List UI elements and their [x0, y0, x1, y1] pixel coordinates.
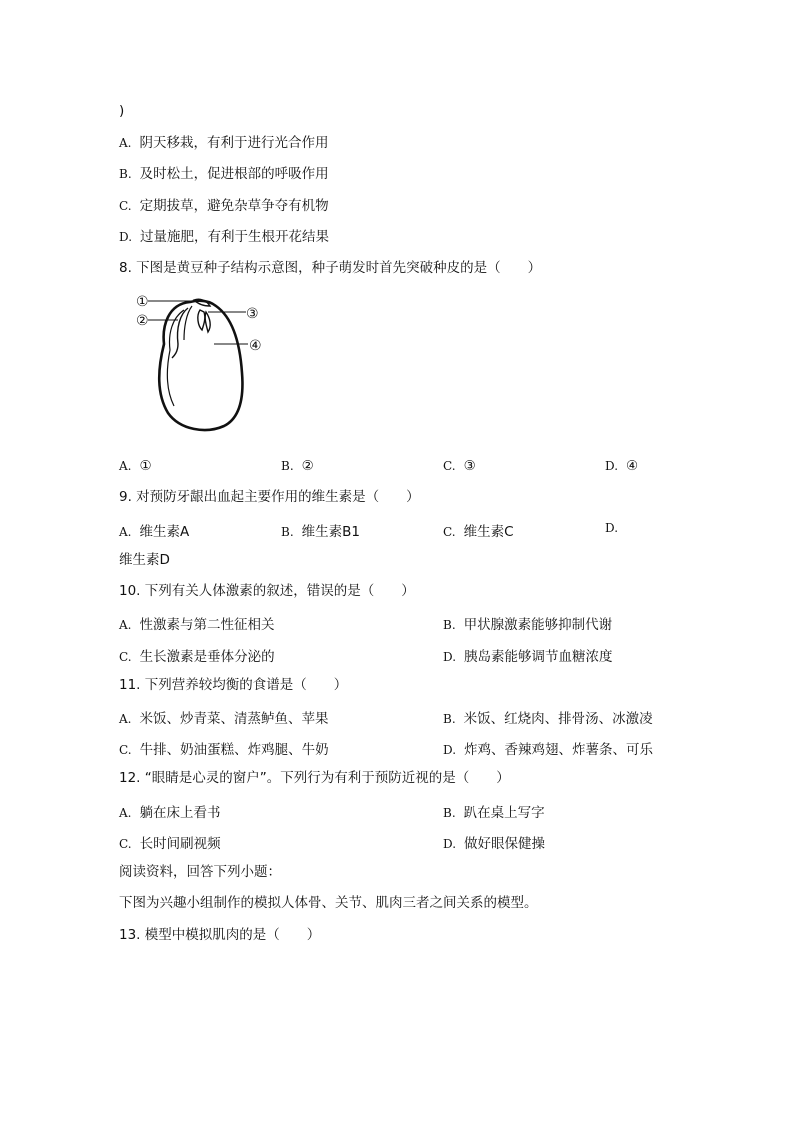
- q8-option-a: [119, 458, 152, 474]
- option-label: A.: [119, 806, 132, 820]
- q8-option-b: [281, 458, 314, 474]
- q8-option-c: [443, 458, 476, 474]
- option-text: 牛排、奶油蛋糕、炸鸡腿、牛奶: [139, 742, 329, 758]
- option-label: B.: [119, 167, 132, 181]
- q11-stem: 11. 下列营养较均衡的食谱是（ ）: [119, 677, 348, 693]
- option-label: A.: [119, 136, 132, 150]
- option-text: 趴在桌上写字: [463, 805, 545, 821]
- option-label: B.: [443, 712, 456, 726]
- option-text: 长时间刷视频: [139, 836, 221, 852]
- option-label: C.: [119, 199, 132, 213]
- q11-option-d: [443, 738, 653, 758]
- seed-coat-inner-line: [167, 310, 184, 406]
- q8-option-d: [605, 458, 638, 474]
- option-label: A.: [119, 525, 132, 539]
- option-label: A.: [119, 712, 132, 726]
- q12-option-a: [119, 801, 220, 821]
- option-text: 及时松土，促进根部的呼吸作用: [139, 166, 329, 182]
- option-text: ②: [301, 458, 314, 474]
- q12-option-b: [443, 801, 545, 821]
- reading-intro: 阅读资料，回答下列小题：: [119, 864, 281, 880]
- q10-option-d: [443, 645, 613, 665]
- q7-option-a: [119, 134, 328, 152]
- option-label: C.: [443, 459, 456, 473]
- option-label: B.: [281, 525, 294, 539]
- q11-option-b: [443, 707, 653, 727]
- option-label: C.: [119, 743, 132, 757]
- q9-option-d-label: [605, 520, 626, 536]
- option-text: 炸鸡、香辣鸡翅、炸薯条、可乐: [464, 742, 654, 758]
- q9-option-b: [281, 520, 360, 540]
- q9-option-c: [443, 520, 514, 540]
- option-text: ③: [463, 458, 476, 474]
- option-label: D.: [443, 650, 457, 664]
- figure-label-4: ④: [249, 338, 262, 354]
- option-label: C.: [443, 525, 456, 539]
- q9-option-a: [119, 520, 189, 540]
- option-text: 维生素B1: [301, 524, 360, 540]
- option-label: C.: [119, 650, 132, 664]
- option-label: A.: [119, 459, 132, 473]
- q12-option-c: [119, 832, 221, 852]
- q13-stem: 13. 模型中模拟肌肉的是（ ）: [119, 927, 321, 943]
- option-text: 躺在床上看书: [139, 805, 221, 821]
- q7-option-b: [119, 165, 329, 183]
- figure-label-2: ②: [136, 313, 149, 329]
- option-text: 性激素与第二性征相关: [139, 617, 275, 633]
- q11-option-c: [119, 738, 329, 758]
- figure-label-3: ③: [246, 306, 259, 322]
- option-text: 定期拔草，避免杂草争夺有机物: [139, 198, 329, 214]
- option-label: D.: [443, 743, 457, 757]
- option-text: 做好眼保健操: [464, 836, 546, 852]
- question-fragment: ): [119, 103, 125, 119]
- option-text: 米饭、炒青菜、清蒸鲈鱼、苹果: [139, 711, 329, 727]
- option-label: B.: [443, 618, 456, 632]
- option-label: D.: [443, 837, 457, 851]
- radicle-shape: [172, 308, 188, 358]
- option-text: ①: [139, 458, 152, 474]
- figure-label-1: ①: [136, 294, 149, 310]
- option-text: 米饭、红烧肉、排骨汤、冰激凌: [463, 711, 653, 727]
- option-text: 生长激素是垂体分泌的: [139, 649, 275, 665]
- q9-option-d-text: 维生素D: [119, 552, 170, 568]
- q10-option-a: [119, 613, 274, 633]
- option-label: D.: [605, 521, 619, 535]
- option-text: ④: [626, 458, 639, 474]
- q7-option-d: [119, 228, 329, 246]
- soybean-seed-diagram: [128, 288, 278, 438]
- option-label: B.: [443, 806, 456, 820]
- q9-stem: 9. 对预防牙龈出血起主要作用的维生素是（ ）: [119, 489, 420, 505]
- q12-option-d: [443, 832, 545, 852]
- option-label: D.: [119, 230, 133, 244]
- option-label: B.: [281, 459, 294, 473]
- q10-stem: 10. 下列有关人体激素的叙述，错误的是（ ）: [119, 583, 415, 599]
- option-label: C.: [119, 837, 132, 851]
- q12-stem: 12. “眼睛是心灵的窗户”。下列行为有利于预防近视的是（ ）: [119, 770, 510, 786]
- option-label: A.: [119, 618, 132, 632]
- option-text: 过量施肥，有利于生根开花结果: [140, 229, 330, 245]
- option-text: 甲状腺激素能够抑制代谢: [463, 617, 613, 633]
- option-text: 胰岛素能够调节血糖浓度: [464, 649, 613, 665]
- option-text: 阴天移栽，有利于进行光合作用: [139, 135, 329, 151]
- option-label: D.: [605, 459, 619, 473]
- reading-text: 下图为兴趣小组制作的模拟人体骨、关节、肌肉三者之间关系的模型。: [119, 895, 538, 911]
- q10-option-c: [119, 645, 275, 665]
- q7-option-c: [119, 197, 329, 215]
- q11-option-a: [119, 707, 328, 727]
- option-text: 维生素C: [463, 524, 514, 540]
- q10-option-b: [443, 613, 612, 633]
- q8-stem: 8. 下图是黄豆种子结构示意图，种子萌发时首先突破种皮的是（ ）: [119, 260, 542, 276]
- plumule-shape: [198, 310, 210, 332]
- option-text: 维生素A: [139, 524, 190, 540]
